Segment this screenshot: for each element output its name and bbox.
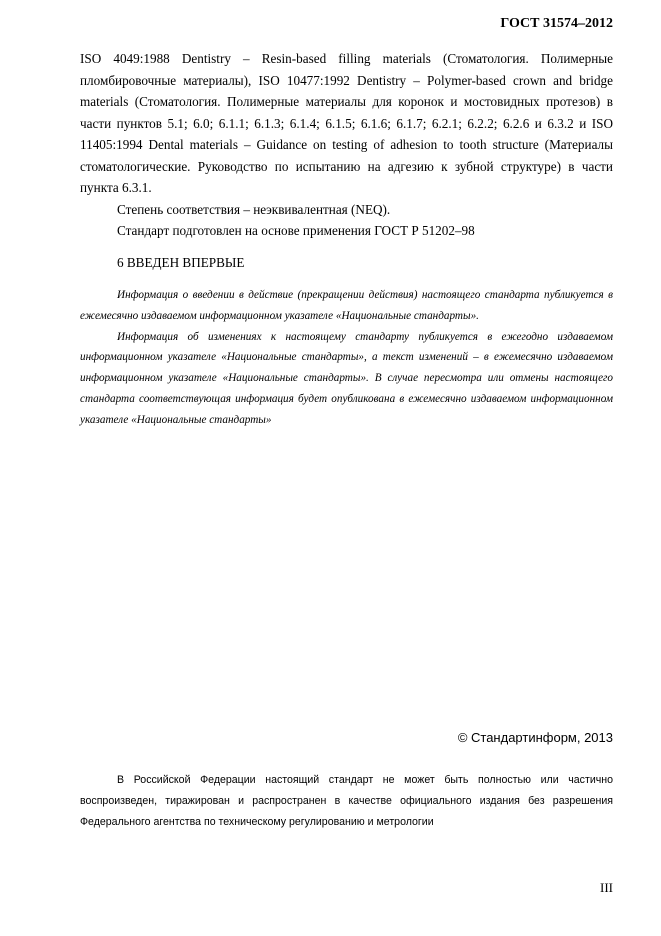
document-code: ГОСТ 31574–2012 [500, 16, 613, 31]
publication-info-block [80, 285, 613, 431]
document-body [80, 48, 613, 431]
page-number: III [600, 880, 613, 895]
info-changes-paragraph: Информация об изменениях к настоящему стандарту публикуется в ежегодно издаваемом информационном указателе «Национальные стандарты», а текст изменений – в ежемесячно издаваемом информационном указателе «Национальные стандарты». В случае пересмотра или отмены настоящего стандарта соответствующая информация будет опубликована в ежемесячно издаваемом информационном указателе «Национальные стандарты» [80, 330, 613, 426]
compliance-degree: Степень соответствия – неэквивалентная (NEQ). [117, 201, 391, 217]
reproduction-notice: В Российской Федерации настоящий стандарт не может быть полностью или частично воспроизведен, тиражирован и распространен в качестве официального издания без разрешения Федерального агентства по техническому регулированию и метрологии [80, 774, 613, 828]
info-effect-paragraph: Информация о введении в действие (прекращении действия) настоящего стандарта публикуется в ежемесячно издаваемом информационном указателе «Национальные стандарты». [80, 289, 613, 322]
section-6-title: 6 ВВЕДЕН ВПЕРВЫЕ [117, 254, 245, 270]
prepared-basis: Стандарт подготовлен на основе применения ГОСТ Р 51202–98 [117, 223, 475, 238]
copyright-notice: © Стандартинформ, 2013 [457, 730, 613, 745]
intro-paragraph: ISO 4049:1988 Dentistry – Resin-based filling materials (Стоматология. Полимерные пломбировочные материалы), ISO 10477:1992 Dentistry – Polymer-based crown and bridge materials (Стоматология. Полимерные материалы для коронок и мостовидных протезов) в части пунктов 5.1; 6.0; 6.1.1; 6.1.3; 6.1.4; 6.1.5; 6.1.6; 6.1.7; 6.2.1; 6.2.2; 6.2.6 и 6.3.2 и ISO 11405:1994 Dental materials – Guidance on testing of adhesion to tooth structure (Материалы стоматологические. Руководство по испытанию на адгезию к зубной структуре) в части пункта 6.3.1. [80, 51, 613, 195]
